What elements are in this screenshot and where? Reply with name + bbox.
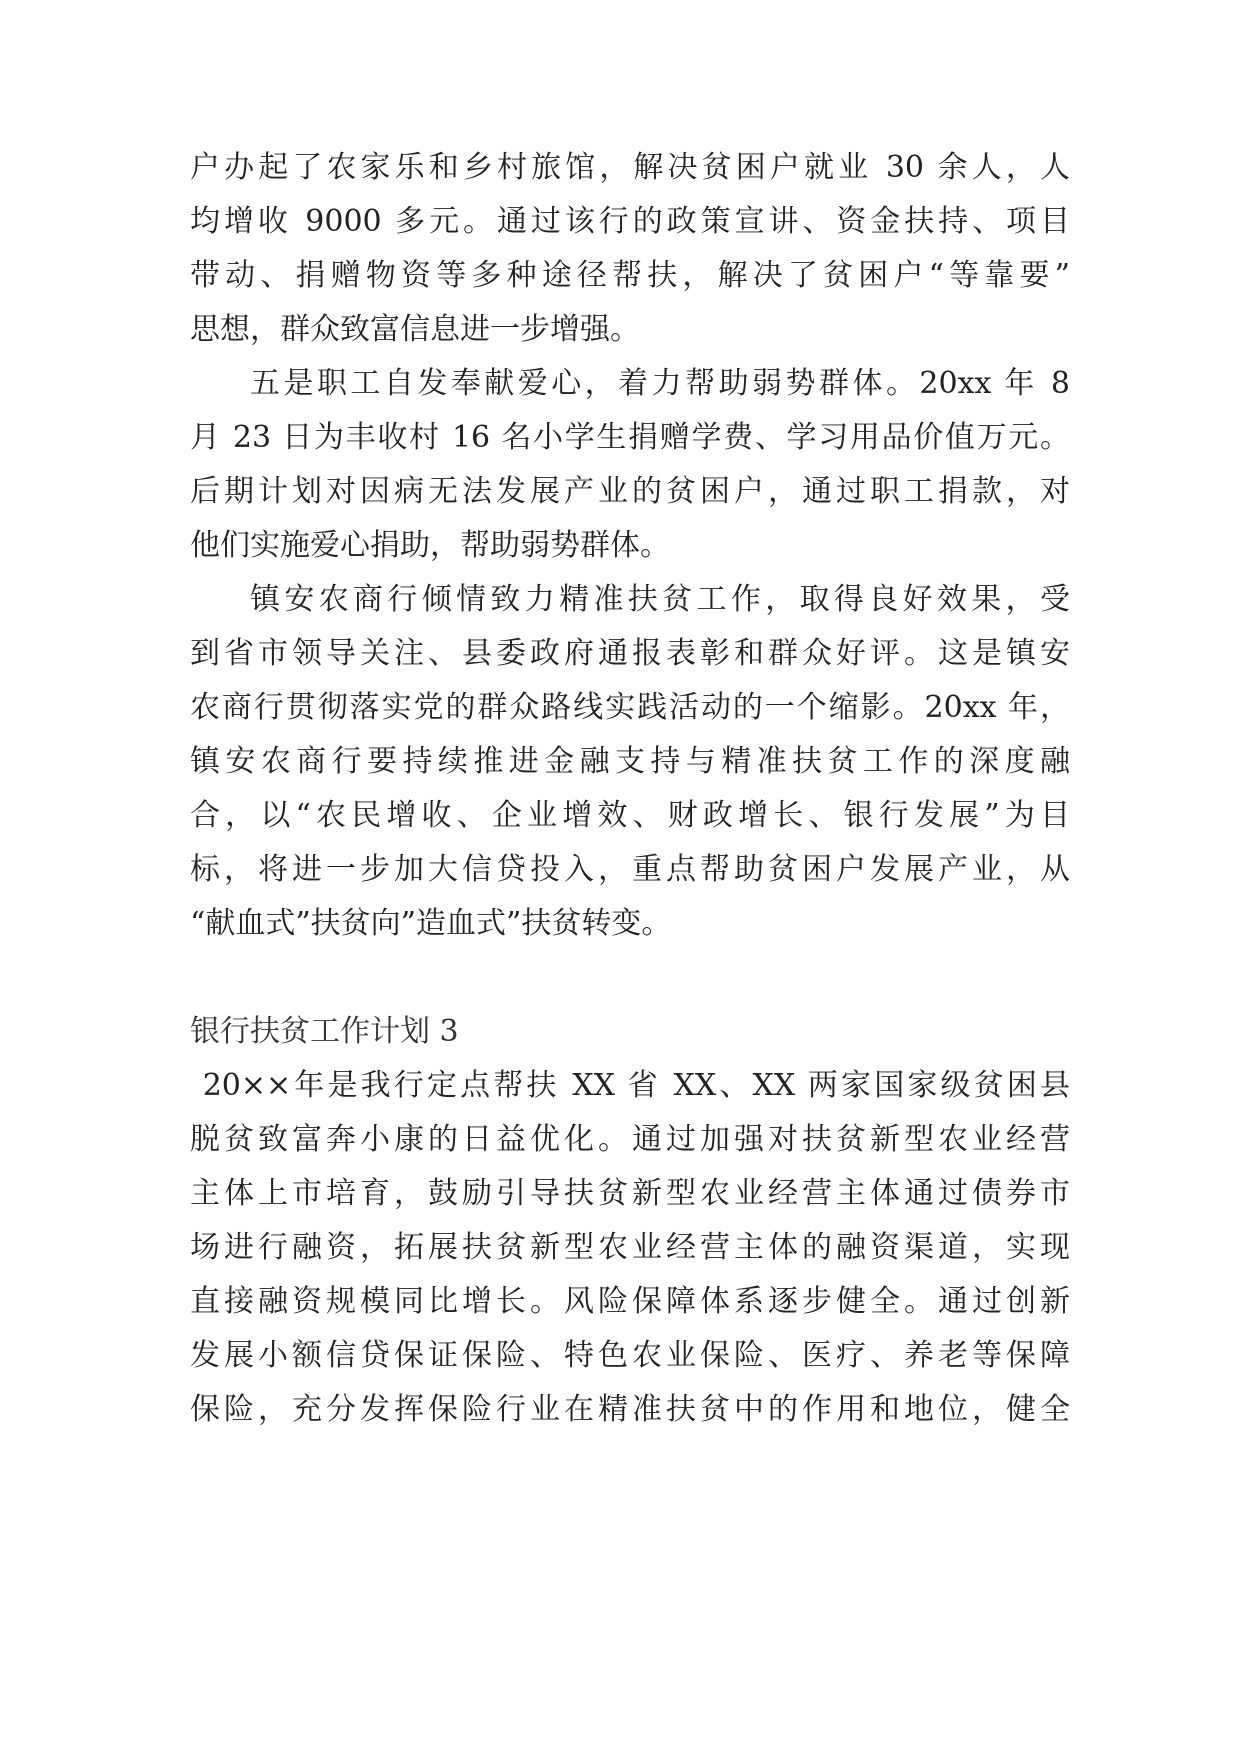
paragraph-line: 均增收 9000 多元。通过该行的政策宣讲、资金扶持、项目 xyxy=(190,204,1070,239)
paragraph-line: 直接融资规模同比增长。风险保障体系逐步健全。通过创新 xyxy=(190,1284,1070,1319)
paragraph-line: 镇安农商行要持续推进金融支持与精准扶贫工作的深度融 xyxy=(190,744,1070,779)
paragraph-line: “献血式”扶贫向”造血式”扶贫转变。 xyxy=(190,906,672,941)
paragraph-line: 发展小额信贷保证保险、特色农业保险、医疗、养老等保障 xyxy=(190,1338,1070,1373)
paragraph-line: 思想，群众致富信息进一步增强。 xyxy=(190,312,640,347)
paragraph-line: 户办起了农家乐和乡村旅馆，解决贫困户就业 30 余人，人 xyxy=(190,150,1070,185)
paragraph-line: 20××年是我行定点帮扶 XX 省 XX、XX 两家国家级贫困县 xyxy=(190,1068,1070,1103)
paragraph-line: 保险，充分发挥保险行业在精准扶贫中的作用和地位，健全 xyxy=(190,1392,1070,1427)
paragraph-line: 他们实施爱心捐助，帮助弱势群体。 xyxy=(190,528,670,563)
paragraph-line: 五是职工自发奉献爱心，着力帮助弱势群体。20xx 年 8 xyxy=(250,366,1070,401)
paragraph-line: 场进行融资，拓展扶贫新型农业经营主体的融资渠道，实现 xyxy=(190,1230,1070,1265)
paragraph-line: 镇安农商行倾情致力精准扶贫工作，取得良好效果，受 xyxy=(250,582,1070,617)
paragraph-line: 脱贫致富奔小康的日益优化。通过加强对扶贫新型农业经营 xyxy=(190,1122,1070,1157)
paragraph-line: 主体上市培育，鼓励引导扶贫新型农业经营主体通过债券市 xyxy=(190,1176,1070,1211)
paragraph-line: 合，以“农民增收、企业增效、财政增长、银行发展”为目 xyxy=(190,798,1070,833)
paragraph-line: 标，将进一步加大信贷投入，重点帮助贫困户发展产业，从 xyxy=(190,852,1070,887)
section-heading: 银行扶贫工作计划 3 xyxy=(190,1014,459,1049)
paragraph-line: 到省市领导关注、县委政府通报表彰和群众好评。这是镇安 xyxy=(190,636,1070,671)
paragraph-line: 月 23 日为丰收村 16 名小学生捐赠学费、学习用品价值万元。 xyxy=(190,420,1070,455)
paragraph-line: 农商行贯彻落实党的群众路线实践活动的一个缩影。20xx 年， xyxy=(190,690,1070,725)
paragraph-line: 后期计划对因病无法发展产业的贫困户，通过职工捐款，对 xyxy=(190,474,1070,509)
paragraph-line: 带动、捐赠物资等多种途径帮扶，解决了贫困户“等靠要” xyxy=(190,258,1070,293)
